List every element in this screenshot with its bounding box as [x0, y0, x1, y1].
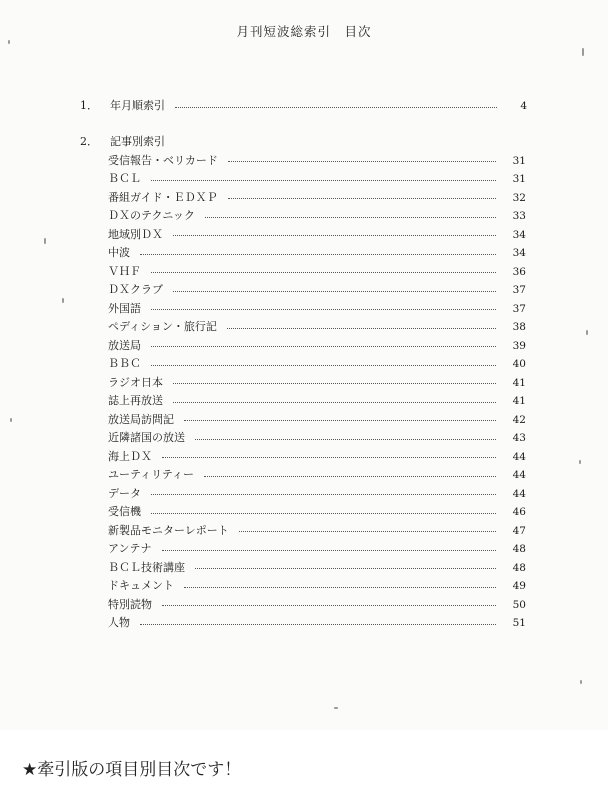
item-label: ユーティリティー: [108, 468, 195, 481]
page-number: 34: [512, 228, 526, 241]
item-label: 外国語: [108, 301, 141, 315]
item-label: 近隣諸国の放送: [108, 431, 185, 444]
section-label: 記事別索引: [110, 135, 165, 148]
item-label: 人物: [108, 616, 130, 629]
toc-item: [108, 227, 526, 243]
item-label: アンテナ: [108, 542, 152, 555]
item-label: 放送局: [108, 338, 141, 352]
toc-item: [108, 301, 526, 317]
item-label: 地域別ＤＸ: [108, 227, 163, 241]
page-number: 39: [512, 339, 526, 352]
item-label: 誌上再放送: [108, 394, 163, 407]
toc-item: [108, 338, 526, 354]
dot-leader: [162, 605, 496, 606]
dot-leader: [173, 383, 496, 384]
page-number: 4: [520, 100, 527, 112]
dot-leader: [173, 402, 496, 403]
item-label: 中波: [108, 246, 130, 259]
page-number: 31: [512, 173, 526, 185]
dot-leader: [173, 291, 496, 292]
scan-speck: [580, 680, 582, 684]
dot-leader: [151, 180, 496, 181]
item-label: ＢＣＬ: [108, 172, 141, 185]
dot-leader: [151, 365, 496, 366]
scan-speck: [44, 238, 46, 244]
page-number: 44: [512, 450, 526, 463]
dot-leader: [239, 531, 496, 532]
page-number: 41: [512, 376, 526, 389]
page-number: 37: [512, 284, 526, 296]
page-number: 50: [512, 598, 526, 611]
dot-leader: [205, 217, 496, 218]
dot-leader: [162, 457, 496, 458]
page-number: 51: [512, 617, 526, 629]
toc-item: [108, 245, 526, 261]
page-number: 36: [512, 265, 526, 278]
toc-section-articles: [80, 134, 527, 150]
dot-leader: [228, 198, 496, 199]
toc-item: [108, 412, 526, 428]
toc-item: [108, 523, 526, 539]
dot-leader: [195, 568, 496, 569]
toc-item: [108, 171, 526, 187]
item-label: 放送局訪問記: [108, 412, 174, 426]
section-label: 年月順索引: [110, 99, 165, 112]
scan-speck: [10, 418, 12, 422]
item-label: 特別読物: [108, 597, 152, 611]
page-number: 41: [512, 395, 526, 407]
page-number: 34: [512, 247, 526, 259]
scan-speck: [62, 298, 64, 303]
toc-section-chronological: [80, 98, 527, 114]
item-label: ＶＨＦ: [108, 264, 141, 278]
item-label: ＢＣＬ技術講座: [108, 560, 185, 574]
toc-item: [108, 560, 526, 576]
item-label: ドキュメント: [108, 579, 174, 592]
dot-leader: [227, 328, 496, 329]
toc-item: [108, 486, 526, 502]
toc-item: [108, 264, 526, 280]
item-label: 受信報告・ベリカード: [108, 153, 218, 167]
dot-leader: [184, 587, 496, 588]
item-label: ペディション・旅行記: [108, 320, 217, 333]
dot-leader: [204, 476, 496, 477]
section-number: 1．: [80, 99, 98, 112]
toc-item: [108, 208, 526, 224]
item-label: 海上ＤＸ: [108, 449, 152, 463]
page-number: 32: [512, 191, 526, 204]
item-label: ＤＸのテクニック: [108, 209, 195, 222]
toc-item: [108, 541, 526, 557]
dot-leader: [151, 309, 496, 310]
dot-leader: [151, 494, 496, 495]
toc-item: [108, 449, 526, 465]
item-label: 新製品モニターレポート: [108, 523, 229, 537]
toc-item: [108, 153, 526, 169]
dot-leader: [151, 272, 496, 273]
dot-leader: [151, 346, 496, 347]
item-label: ＢＢＣ: [108, 357, 141, 370]
toc-item: [108, 467, 526, 483]
dot-leader: [173, 235, 496, 236]
toc-item: [108, 615, 526, 631]
item-label: ＤＸクラブ: [108, 283, 163, 296]
dot-leader: [184, 420, 496, 421]
item-label: 番組ガイド・ＥＤＸＰ: [108, 190, 218, 204]
dot-leader: [140, 624, 496, 625]
scan-speck: [334, 707, 338, 709]
toc-item: [108, 597, 526, 613]
toc-item: [108, 375, 526, 391]
dot-leader: [151, 513, 496, 514]
dot-leader: [162, 550, 496, 551]
item-label: ラジオ日本: [108, 375, 163, 389]
toc-item: [108, 356, 526, 372]
toc-item: [108, 190, 526, 206]
page-number: 44: [512, 487, 526, 500]
caption-note: ★牽引版の項目別目次です！: [22, 760, 242, 780]
toc-item: [108, 282, 526, 298]
item-label: 受信機: [108, 505, 141, 518]
page-number: 42: [512, 413, 526, 426]
toc-item: [108, 578, 526, 594]
page-number: 43: [512, 432, 526, 444]
page-number: 48: [512, 561, 526, 574]
dot-leader: [140, 254, 496, 255]
dot-leader: [175, 107, 497, 108]
dot-leader: [228, 161, 496, 162]
page-number: 46: [512, 506, 526, 518]
page-number: 49: [512, 580, 526, 592]
page-title: 月刊短波総索引 目次: [236, 24, 372, 39]
page-number: 40: [512, 358, 526, 370]
toc-item: [108, 319, 526, 335]
scan-speck: [586, 330, 588, 335]
dot-leader: [195, 439, 496, 440]
page-number: 44: [512, 469, 526, 481]
toc-item: [108, 393, 526, 409]
scan-speck: [582, 48, 584, 56]
scan-speck: [8, 40, 10, 44]
item-label: データ: [108, 486, 141, 500]
scan-speck: [579, 460, 581, 464]
page-number: 38: [512, 321, 526, 333]
page-number: 47: [512, 524, 526, 537]
page-number: 31: [512, 154, 526, 167]
page-number: 33: [512, 210, 526, 222]
page-number: 37: [512, 302, 526, 315]
page-number: 48: [512, 543, 526, 555]
section-number: 2．: [80, 135, 98, 148]
toc-item: [108, 430, 526, 446]
toc-item: [108, 504, 526, 520]
